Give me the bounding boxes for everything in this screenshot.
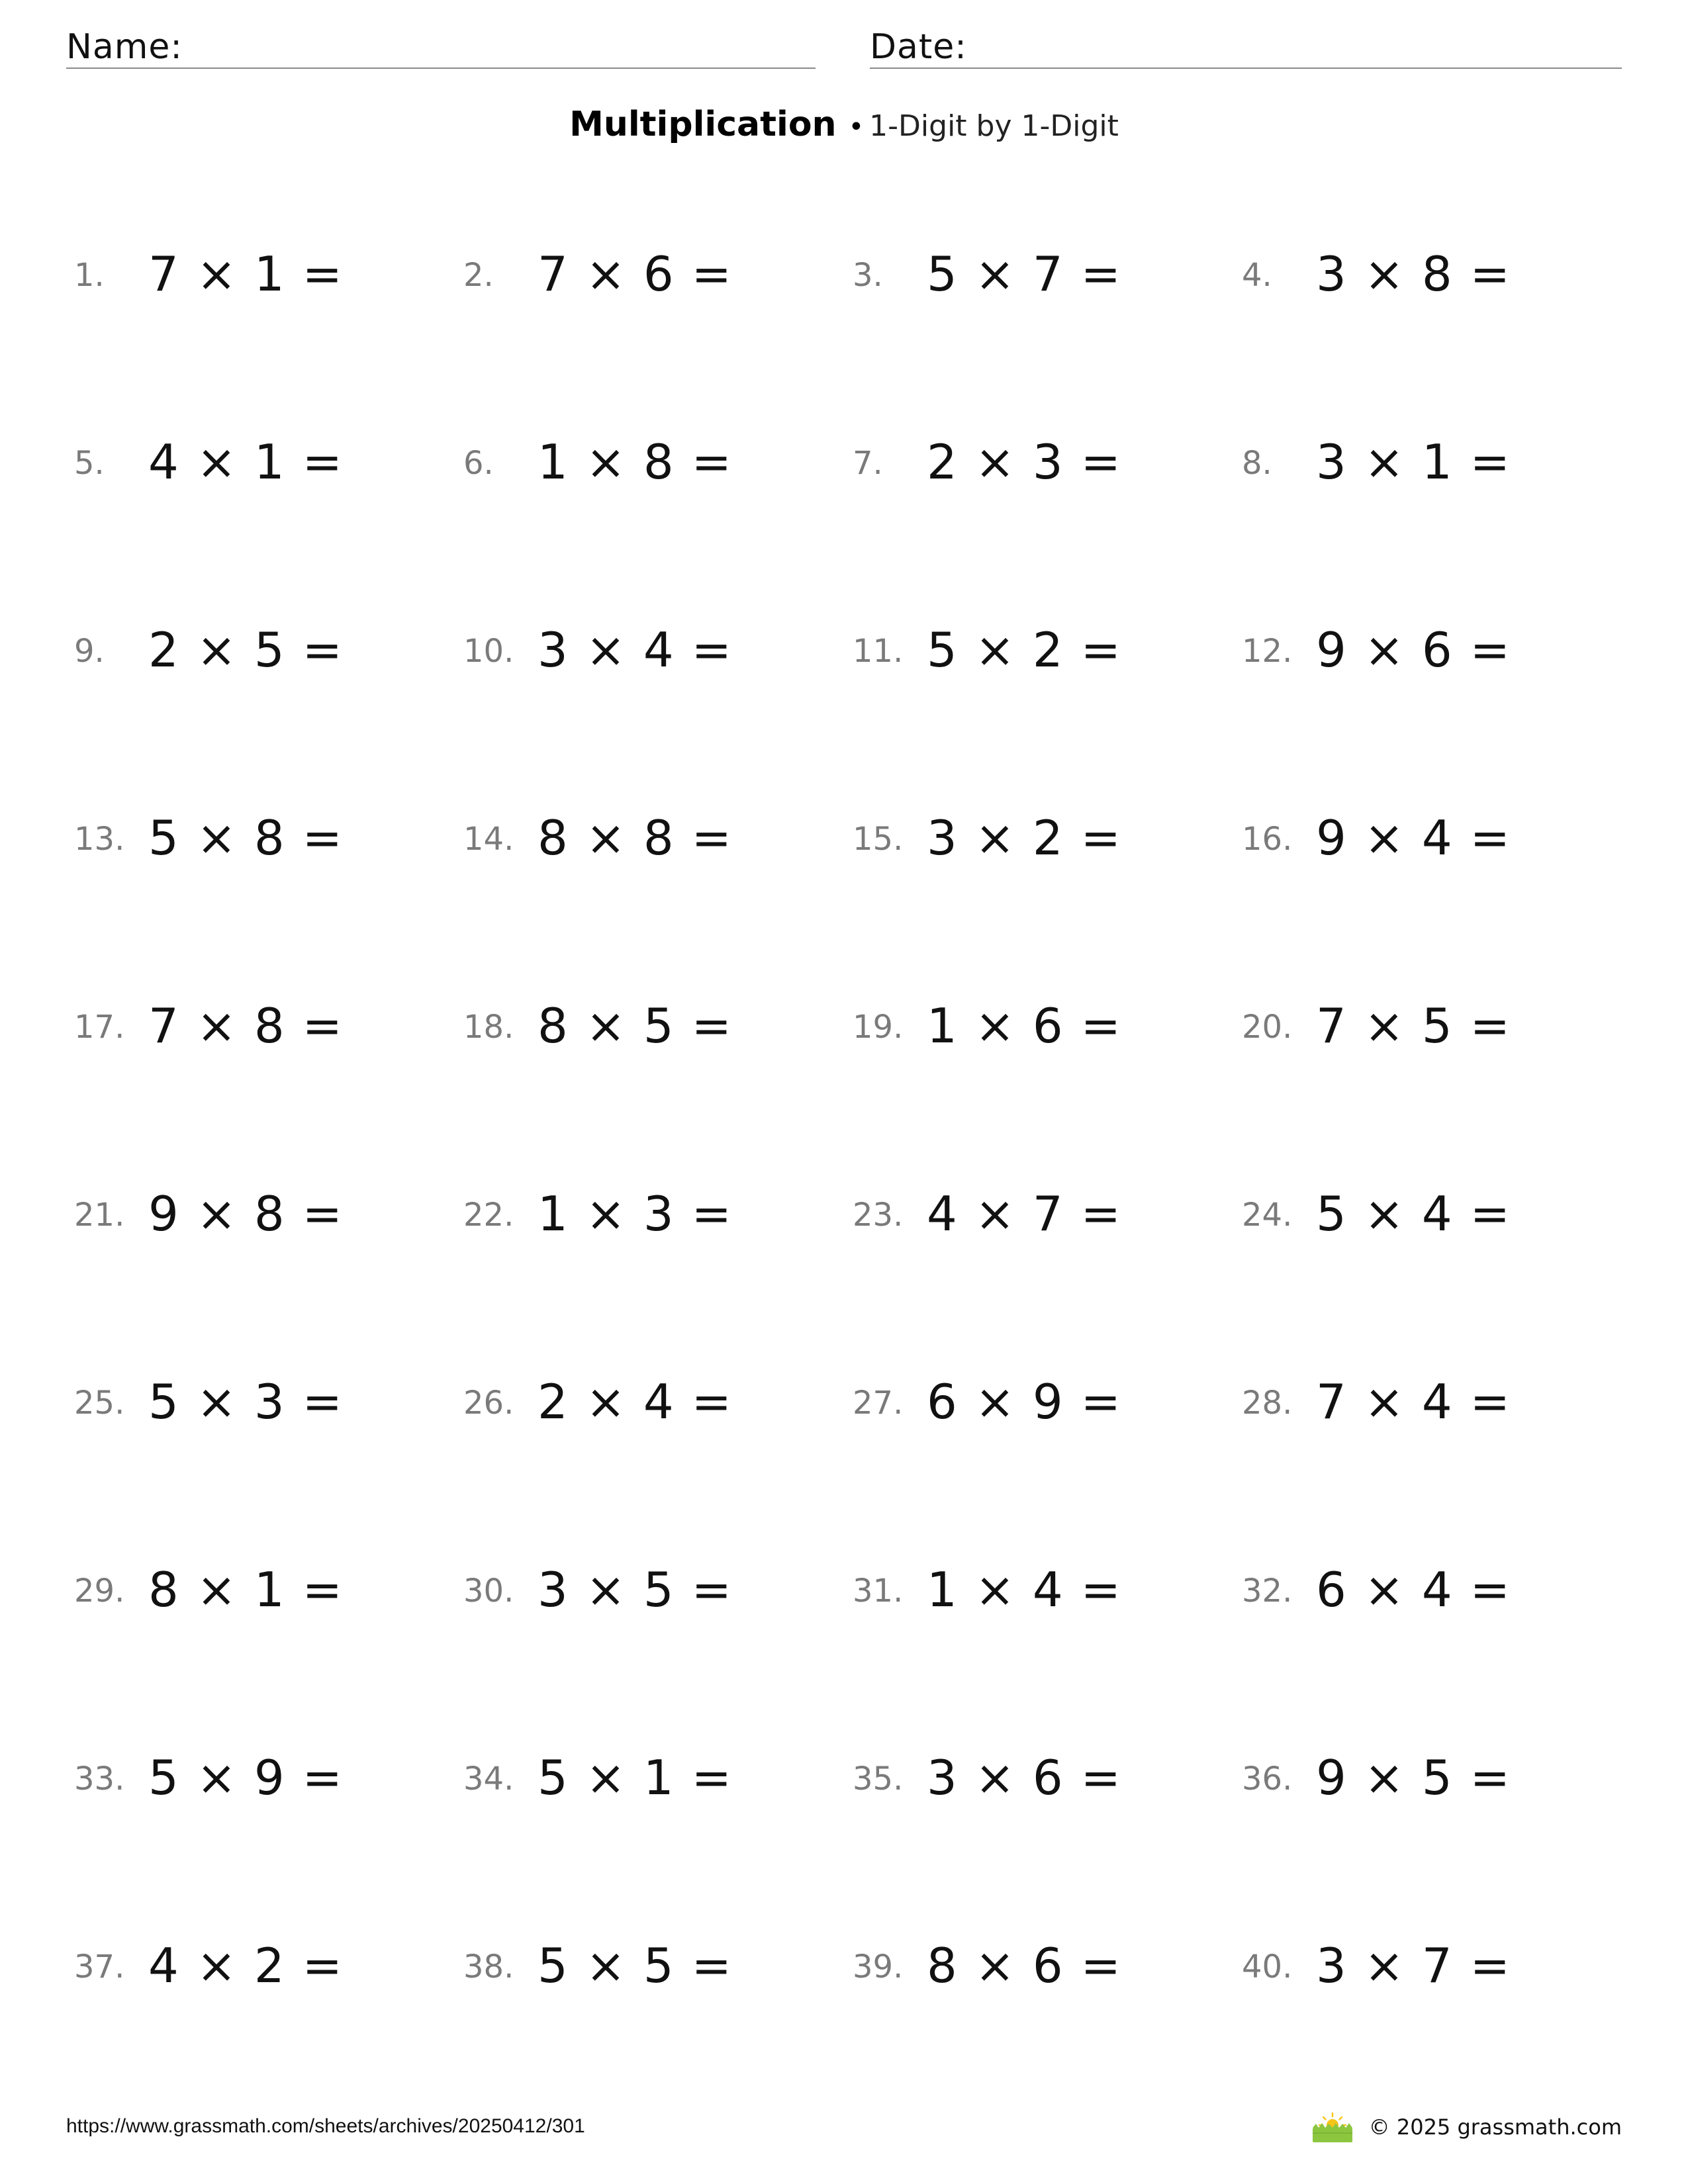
- problem-number: 17.: [74, 1009, 125, 1046]
- problem-expression: 6 × 9 =: [927, 1374, 1122, 1430]
- problem-expression: 2 × 5 =: [148, 622, 344, 678]
- problem-number: 16.: [1242, 821, 1293, 858]
- title-separator: •: [848, 112, 865, 142]
- problem-number: 21.: [74, 1197, 125, 1234]
- problem-expression: 4 × 2 =: [148, 1938, 344, 1993]
- footer-url: https://www.grassmath.com/sheets/archives/20250412/301: [66, 2115, 585, 2137]
- problem-expression: 5 × 7 =: [927, 246, 1122, 302]
- problem-number: 36.: [1242, 1760, 1293, 1797]
- problem-expression: 1 × 4 =: [927, 1562, 1122, 1617]
- problem-number: 31.: [853, 1572, 904, 1610]
- problem-expression: 2 × 3 =: [927, 434, 1122, 490]
- problem-number: 15.: [853, 821, 904, 858]
- problem-expression: 1 × 3 =: [538, 1186, 733, 1242]
- problem-expression: 5 × 1 =: [538, 1750, 733, 1805]
- problem-expression: 7 × 4 =: [1316, 1374, 1511, 1430]
- problem-number: 38.: [463, 1948, 514, 1985]
- worksheet-title: [0, 105, 1688, 144]
- problem-expression: 9 × 8 =: [148, 1186, 344, 1242]
- problem-expression: 7 × 5 =: [1316, 998, 1511, 1054]
- problem-number: 3.: [853, 257, 883, 294]
- problem-number: 32.: [1242, 1572, 1293, 1610]
- problem-number: 14.: [463, 821, 514, 858]
- problem-number: 4.: [1242, 257, 1272, 294]
- problem-number: 27.: [853, 1385, 904, 1422]
- problem-number: 13.: [74, 821, 125, 858]
- name-field[interactable]: [66, 25, 816, 69]
- problem-number: 2.: [463, 257, 494, 294]
- problem-expression: 5 × 4 =: [1316, 1186, 1511, 1242]
- problem-grid: [74, 238, 1636, 2131]
- problem-expression: 8 × 8 =: [538, 810, 733, 866]
- problem-number: 20.: [1242, 1009, 1293, 1046]
- problem-expression: 1 × 8 =: [538, 434, 733, 490]
- problem-expression: 5 × 2 =: [927, 622, 1122, 678]
- problem-expression: 3 × 8 =: [1316, 246, 1511, 302]
- problem-number: 5.: [74, 445, 105, 482]
- problem-number: 18.: [463, 1009, 514, 1046]
- problem-expression: 3 × 4 =: [538, 622, 733, 678]
- problem-number: 25.: [74, 1385, 125, 1422]
- problem-number: 35.: [853, 1760, 904, 1797]
- problem-expression: 1 × 6 =: [927, 998, 1122, 1054]
- problem-expression: 9 × 5 =: [1316, 1750, 1511, 1805]
- problem-number: 29.: [74, 1572, 125, 1610]
- problem-number: 19.: [853, 1009, 904, 1046]
- problem-number: 23.: [853, 1197, 904, 1234]
- problem-expression: 4 × 1 =: [148, 434, 344, 490]
- date-label: Date:: [870, 27, 967, 67]
- problem-expression: 6 × 4 =: [1316, 1562, 1511, 1617]
- title-subtitle: 1-Digit by 1-Digit: [869, 109, 1119, 143]
- problem-expression: 8 × 1 =: [148, 1562, 344, 1617]
- problem-number: 6.: [463, 445, 494, 482]
- name-label: Name:: [66, 27, 183, 67]
- title-main: Multiplication: [569, 105, 837, 144]
- problem-number: 10.: [463, 633, 514, 670]
- problem-expression: 2 × 4 =: [538, 1374, 733, 1430]
- problem-number: 33.: [74, 1760, 125, 1797]
- problem-number: 11.: [853, 633, 904, 670]
- footer-branding: [1311, 2110, 1622, 2144]
- problem-expression: 8 × 5 =: [538, 998, 733, 1054]
- problem-expression: 7 × 6 =: [538, 246, 733, 302]
- problem-expression: 7 × 1 =: [148, 246, 344, 302]
- problem-expression: 5 × 3 =: [148, 1374, 344, 1430]
- problem-number: 34.: [463, 1760, 514, 1797]
- problem-number: 7.: [853, 445, 883, 482]
- problem-expression: 9 × 4 =: [1316, 810, 1511, 866]
- grassmath-logo-icon: [1311, 2111, 1354, 2144]
- problem-expression: 3 × 1 =: [1316, 434, 1511, 490]
- problem-expression: 4 × 7 =: [927, 1186, 1122, 1242]
- problem-expression: 5 × 8 =: [148, 810, 344, 866]
- problem-number: 22.: [463, 1197, 514, 1234]
- date-field[interactable]: [870, 25, 1622, 69]
- problem-expression: 5 × 5 =: [538, 1938, 733, 1993]
- problem-expression: 9 × 6 =: [1316, 622, 1511, 678]
- copyright-text: © 2025 grassmath.com: [1368, 2115, 1622, 2140]
- problem-expression: 3 × 5 =: [538, 1562, 733, 1617]
- problem-number: 28.: [1242, 1385, 1293, 1422]
- problem-expression: 3 × 7 =: [1316, 1938, 1511, 1993]
- problem-number: 12.: [1242, 633, 1293, 670]
- problem-number: 1.: [74, 257, 105, 294]
- problem-expression: 5 × 9 =: [148, 1750, 344, 1805]
- problem-number: 30.: [463, 1572, 514, 1610]
- problem-number: 24.: [1242, 1197, 1293, 1234]
- problem-number: 39.: [853, 1948, 904, 1985]
- problem-expression: 7 × 8 =: [148, 998, 344, 1054]
- problem-expression: 8 × 6 =: [927, 1938, 1122, 1993]
- problem-number: 37.: [74, 1948, 125, 1985]
- problem-number: 8.: [1242, 445, 1272, 482]
- problem-expression: 3 × 6 =: [927, 1750, 1122, 1805]
- problem-number: 9.: [74, 633, 105, 670]
- problem-number: 26.: [463, 1385, 514, 1422]
- problem-expression: 3 × 2 =: [927, 810, 1122, 866]
- problem-number: 40.: [1242, 1948, 1293, 1985]
